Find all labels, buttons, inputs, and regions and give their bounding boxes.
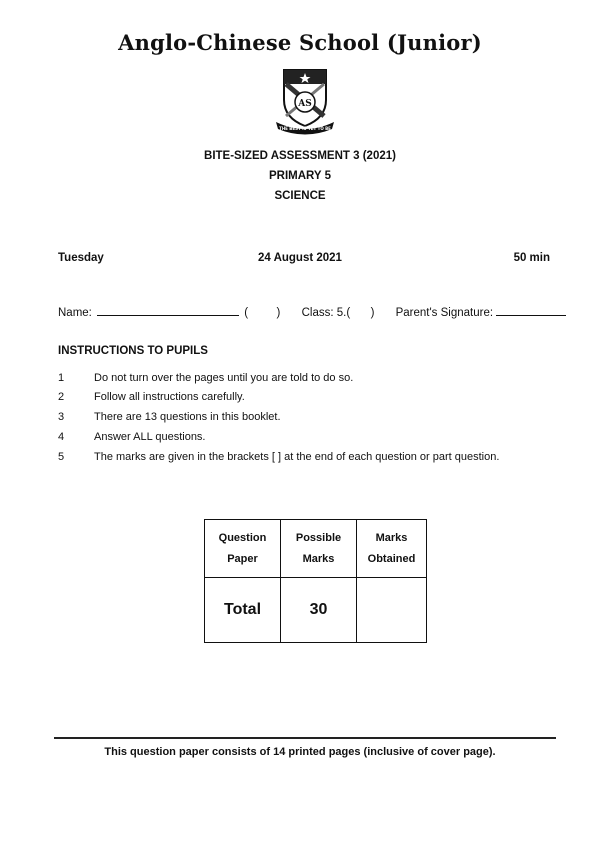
instruction-text: Answer ALL questions. <box>94 431 206 443</box>
signature-label: Parent's Signature: <box>395 307 494 319</box>
svg-text:AS: AS <box>298 99 312 109</box>
school-name: Anglo-Chinese School (Junior) <box>118 30 482 55</box>
instruction-text: The marks are given in the brackets [ ] at the end of each question or part question. <box>94 451 500 463</box>
header-possible-marks <box>281 520 357 578</box>
header-line: Marks <box>302 552 335 565</box>
signature-field[interactable] <box>496 305 566 316</box>
instruction-number: 3 <box>58 411 65 423</box>
assessment-title: BITE-SIZED ASSESSMENT 3 (2021) <box>204 150 396 162</box>
header-line: Possible <box>295 531 342 544</box>
marks-table-total-row <box>205 578 427 643</box>
exam-day: Tuesday <box>58 252 104 264</box>
level-label: PRIMARY 5 <box>269 170 331 182</box>
school-crest-logo <box>272 66 338 136</box>
header-marks-obtained <box>357 520 427 578</box>
instruction-text: Do not turn over the pages until you are told to do so. <box>94 372 354 384</box>
name-label: Name: <box>58 307 92 319</box>
svg-text:THE BEST IS YET TO BE: THE BEST IS YET TO BE <box>279 126 331 131</box>
register-number-open-paren: ( <box>244 307 249 319</box>
instructions-title: INSTRUCTIONS TO PUPILS <box>58 345 208 357</box>
register-number-close-paren: ) <box>276 307 281 319</box>
instruction-number: 4 <box>58 431 65 443</box>
header-line: Obtained <box>367 552 416 565</box>
instruction-number: 2 <box>58 391 65 403</box>
marks-table-header-row <box>205 520 427 578</box>
total-possible-marks: 30 <box>281 578 357 643</box>
total-label: Total <box>205 578 281 643</box>
marks-table <box>204 519 427 643</box>
instruction-number: 1 <box>58 372 65 384</box>
header-line: Question <box>218 531 267 544</box>
name-field[interactable] <box>97 305 239 316</box>
footer-divider <box>54 737 556 739</box>
class-label: Class: 5.( <box>301 307 351 319</box>
subject-label: SCIENCE <box>274 190 326 202</box>
instruction-text: There are 13 questions in this booklet. <box>94 411 281 423</box>
student-details-row <box>58 305 558 319</box>
instruction-text: Follow all instructions carefully. <box>94 391 245 403</box>
footer-note: This question paper consists of 14 printed pages (inclusive of cover page). <box>104 746 496 758</box>
header-line: Paper <box>227 552 258 565</box>
exam-duration: 50 min <box>513 252 550 264</box>
header-question-paper <box>205 520 281 578</box>
instruction-number: 5 <box>58 451 65 463</box>
exam-date: 24 August 2021 <box>258 252 342 264</box>
class-close-paren: ) <box>370 307 375 319</box>
total-marks-obtained[interactable] <box>357 578 427 643</box>
header-line: Marks <box>375 531 408 544</box>
